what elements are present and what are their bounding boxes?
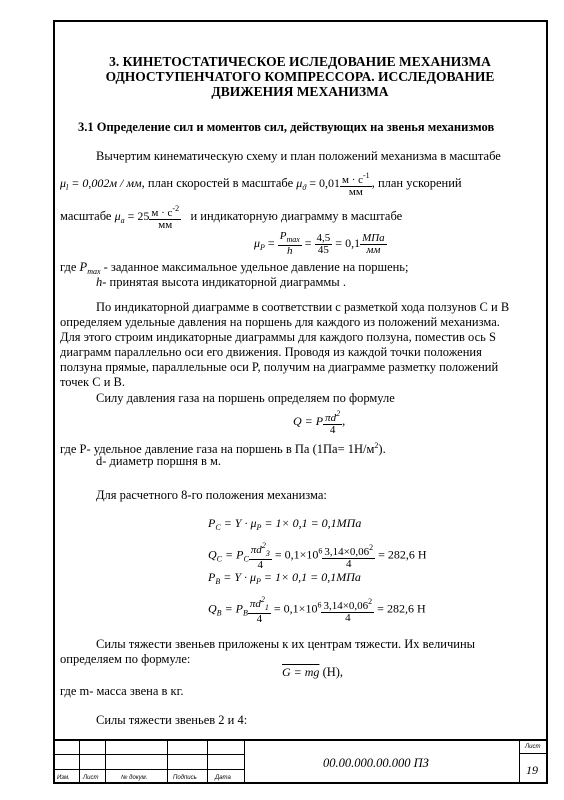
formula-qb: $Q_B = P_B$ $\frac{\pi d^2_1}{4}$ = $0,1\times 10^6$ $\frac{3,14\times 0,06^2}{4}$ = 282,6 Н xyxy=(208,595,426,625)
title-block-col-line-2 xyxy=(105,739,106,784)
paragraph-1-line-1: Вычертим кинематическую схему и план положений механизма в масштабе xyxy=(96,149,501,163)
paragraph-1-line-2: $\mu_l = 0,002м$ / мм, план скоростей в масштабе $\mu_ϑ = 0,01$ $м \cdot с^{-1}$ мм , план ускорений xyxy=(60,171,462,198)
sheet-divider xyxy=(519,753,548,754)
paragraph-4-line-1: Для расчетного 8-го положения механизма: xyxy=(96,488,327,502)
paragraph-5-line-1: Силы тяжести звеньев приложены к их центрам тяжести. Их величины xyxy=(96,637,476,651)
col-izm-label: Изм. xyxy=(57,775,70,781)
col-sign-label: Подпись xyxy=(173,775,197,781)
paragraph-2-line-3: Для этого строим индикаторные диаграммы для каждого ползуна, поместив ось S xyxy=(60,330,496,344)
paragraph-2-line-4: диаграмм параллельно оси его движения. Проводя из каждой точки положения xyxy=(60,345,482,359)
formula-pb: $P_B = Y \cdot \mu_P = 1\times 0,1 = 0,1МПа$ xyxy=(208,570,361,586)
sheet-number: 19 xyxy=(526,763,538,777)
chapter-title-line-3: ДВИЖЕНИЯ МЕХАНИЗМА xyxy=(211,84,389,99)
section-heading: 3.1 Определение сил и моментов сил, действующих на звенья механизмов xyxy=(78,120,495,134)
where-diameter: d- диаметр поршня в м. xyxy=(96,454,222,468)
chapter-title-line-2: ОДНОСТУПЕНЧАТОГО КОМПРЕССОРА. ИССЛЕДОВАНИЕ xyxy=(105,69,495,84)
title-block xyxy=(53,739,548,784)
paragraph-1-line-3: масштабе $\mu_a = 25$ $м \cdot с^{-2}$ мм и индикаторную диаграмму в масштабе xyxy=(60,204,403,231)
paragraph-3-line-1: Силу давления газа на поршень определяем по формуле xyxy=(96,391,395,405)
formula-gravity: G = mg (Н), xyxy=(282,665,344,679)
document-code: 00.00.000.00.000 ПЗ xyxy=(323,756,429,770)
title-block-col-line-3 xyxy=(167,739,168,784)
where-pressure: где P- удельное давление газа на поршень в Па $(1Па= 1Н/м^2)$. xyxy=(60,441,386,456)
col-doc-label: № докум. xyxy=(121,775,148,781)
col-list-label: Лист xyxy=(83,775,99,781)
where-pmax: где $P_{max}$ - заданное максимальное удельное давление на поршень; xyxy=(60,260,409,276)
title-block-row-line-1 xyxy=(53,754,244,755)
formula-qc: $Q_C = P_C$ $\frac{\pi d^2_3}{4}$ = $0,1\times 10^6$ $\frac{3,14\times 0,06^2}{4}$ = 282,6 Н xyxy=(208,541,427,571)
col-date-label: Дата xyxy=(215,775,231,781)
formula-scale-pressure: $\mu_P$ = $P_{max}$ h = $\frac{4,5}{45}$ = 0,1 МПа мм xyxy=(254,230,385,257)
where-h: h- принятая высота индикаторной диаграммы . xyxy=(96,275,346,289)
formula-pc: $P_C = Y \cdot \mu_P = 1\times 0,1 = 0,1МПа$ xyxy=(208,516,362,532)
formula-gas-force: Q = P $\frac{\pi d^2}{4}$ , xyxy=(293,409,346,436)
title-block-col-line-1 xyxy=(79,739,80,784)
paragraph-5-line-2: определяем по формуле: xyxy=(60,652,191,666)
chapter-title-line-1: 3. КИНЕТОСТАТИЧЕСКОЕ ИСЛЕДОВАНИЕ МЕХАНИЗМА xyxy=(109,54,491,69)
title-block-col-line-6 xyxy=(519,739,520,784)
paragraph-2-line-2: определяем удельные давления на поршень для каждого из положений механизма. xyxy=(60,315,500,329)
paragraph-2-line-1: По индикаторной диаграмме в соответствии с разметкой хода ползунов C и B xyxy=(96,300,510,314)
paragraph-5-line-3: Силы тяжести звеньев 2 и 4: xyxy=(96,713,248,727)
title-block-row-line-2 xyxy=(53,769,244,770)
title-block-col-line-5 xyxy=(244,739,245,784)
title-block-top-border xyxy=(53,739,548,741)
paragraph-2-line-5: ползуна прямые, параллельные оси P, получим на диаграмме разметку положений xyxy=(60,360,499,374)
title-block-col-line-4 xyxy=(207,739,208,784)
sheet-label: Лист xyxy=(525,744,541,750)
where-mass: где m- масса звена в кг. xyxy=(60,684,184,698)
paragraph-2-line-6: точек C и B. xyxy=(60,375,125,389)
